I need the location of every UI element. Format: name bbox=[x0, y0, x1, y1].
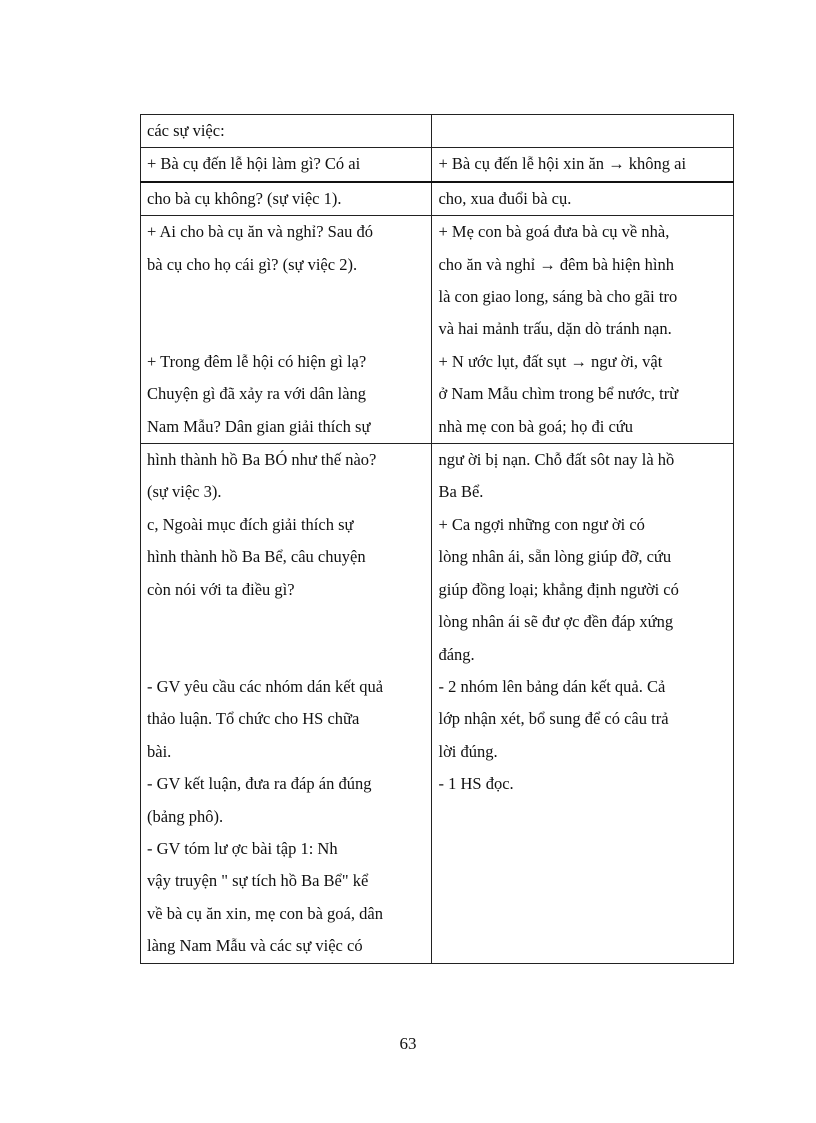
text-line: (sự việc 3). bbox=[147, 482, 222, 502]
text-line: ngư ời bị nạn. Chỗ đất sôt nay là hồ bbox=[438, 450, 675, 470]
text-line: cho bà cụ không? (sự việc 1). bbox=[147, 188, 342, 208]
text-line bbox=[438, 115, 727, 147]
text-line: bà cụ cho họ cái gì? (sự việc 2). bbox=[147, 254, 358, 274]
text-line: - GV yêu cầu các nhóm dán kết quả bbox=[147, 676, 384, 696]
text-line: về bà cụ ăn xin, mẹ con bà goá, dân bbox=[147, 903, 383, 923]
text-line: nhà mẹ con bà goá; họ đi cứu bbox=[438, 416, 633, 436]
text-line: + Mẹ con bà goá đưa bà cụ về nhà, bbox=[438, 222, 670, 242]
teacher-activity-cell bbox=[141, 148, 432, 182]
text-line: lời đúng. bbox=[438, 741, 498, 761]
text-line: + Trong đêm lễ hội có hiện gì lạ? bbox=[147, 351, 367, 371]
text-line: Chuyện gì đã xảy ra với dân làng bbox=[147, 384, 367, 404]
text-line bbox=[147, 606, 425, 638]
text-line: Nam Mẫu? Dân gian giải thích sự bbox=[147, 416, 371, 436]
text-line: + Ai cho bà cụ ăn và nghỉ? Sau đó bbox=[147, 222, 374, 242]
text-line: bài. bbox=[147, 741, 172, 761]
text-line: - 1 HS đọc. bbox=[438, 774, 514, 794]
student-activity-cell bbox=[432, 444, 734, 963]
text-line: + Ca ngợi những con ngư ời có bbox=[438, 514, 645, 534]
text-line: giúp đồng loại; khẳng định người có bbox=[438, 579, 679, 599]
table-row bbox=[141, 182, 734, 216]
text-line: c, Ngoài mục đích giải thích sự bbox=[147, 514, 354, 534]
teacher-activity-cell bbox=[141, 444, 432, 963]
text-line: - 2 nhóm lên bảng dán kết quả. Cả bbox=[438, 676, 666, 696]
text-line: thảo luận. Tổ chức cho HS chữa bbox=[147, 709, 360, 729]
text-line: các sự việc: bbox=[147, 121, 225, 140]
text-line: (bảng phô). bbox=[147, 806, 224, 826]
text-line: còn nói với ta điều gì? bbox=[147, 579, 295, 599]
text-line: và hai mảnh trấu, dặn dò tránh nạn. bbox=[438, 319, 672, 339]
teacher-activity-cell bbox=[141, 216, 432, 444]
table-row bbox=[141, 216, 734, 444]
text-line: là con giao long, sáng bà cho gãi tro bbox=[438, 287, 678, 307]
text-line: lòng nhân ái sẽ đư ợc đền đáp xứng bbox=[438, 612, 674, 632]
text-line: - GV kết luận, đưa ra đáp án đúng bbox=[147, 774, 372, 794]
text-line: làng Nam Mẫu và các sự việc có bbox=[147, 936, 363, 956]
text-line: hình thành hồ Ba BÓ như thế nào? bbox=[147, 450, 377, 470]
teacher-activity-cell bbox=[141, 182, 432, 216]
text-line: lòng nhân ái, sẵn lòng giúp đỡ, cứu bbox=[438, 547, 672, 567]
text-line: cho, xua đuổi bà cụ. bbox=[438, 188, 572, 208]
text-line: + Bà cụ đến lễ hội xin ăn → không ai bbox=[438, 154, 687, 174]
text-line: vậy truyện " sự tích hồ Ba Bể" kể bbox=[147, 871, 369, 891]
student-activity-cell bbox=[432, 148, 734, 182]
text-line: hình thành hồ Ba Bể, câu chuyện bbox=[147, 547, 366, 567]
text-line bbox=[147, 281, 425, 313]
lesson-table bbox=[140, 114, 734, 964]
table-row bbox=[141, 148, 734, 182]
table-row bbox=[141, 115, 734, 148]
text-line: ở Nam Mẫu chìm trong bể nước, trừ bbox=[438, 384, 679, 404]
text-line: đáng. bbox=[438, 644, 475, 664]
text-line bbox=[147, 313, 425, 345]
student-activity-cell bbox=[432, 182, 734, 216]
text-line: lớp nhận xét, bổ sung để có câu trả bbox=[438, 709, 669, 729]
student-activity-cell bbox=[432, 216, 734, 444]
student-activity-cell bbox=[432, 115, 734, 148]
teacher-activity-cell bbox=[141, 115, 432, 148]
text-line: cho ăn và nghỉ → đêm bà hiện hình bbox=[438, 254, 675, 274]
text-line: + N ước lụt, đất sụt → ngư ời, vật bbox=[438, 351, 663, 371]
page-number: 63 bbox=[399, 1034, 417, 1053]
text-line: Ba Bể. bbox=[438, 482, 484, 502]
text-line: + Bà cụ đến lễ hội làm gì? Có ai bbox=[147, 154, 361, 174]
text-line bbox=[147, 638, 425, 670]
text-line: - GV tóm lư ợc bài tập 1: Nh bbox=[147, 838, 338, 858]
table-row bbox=[141, 444, 734, 963]
